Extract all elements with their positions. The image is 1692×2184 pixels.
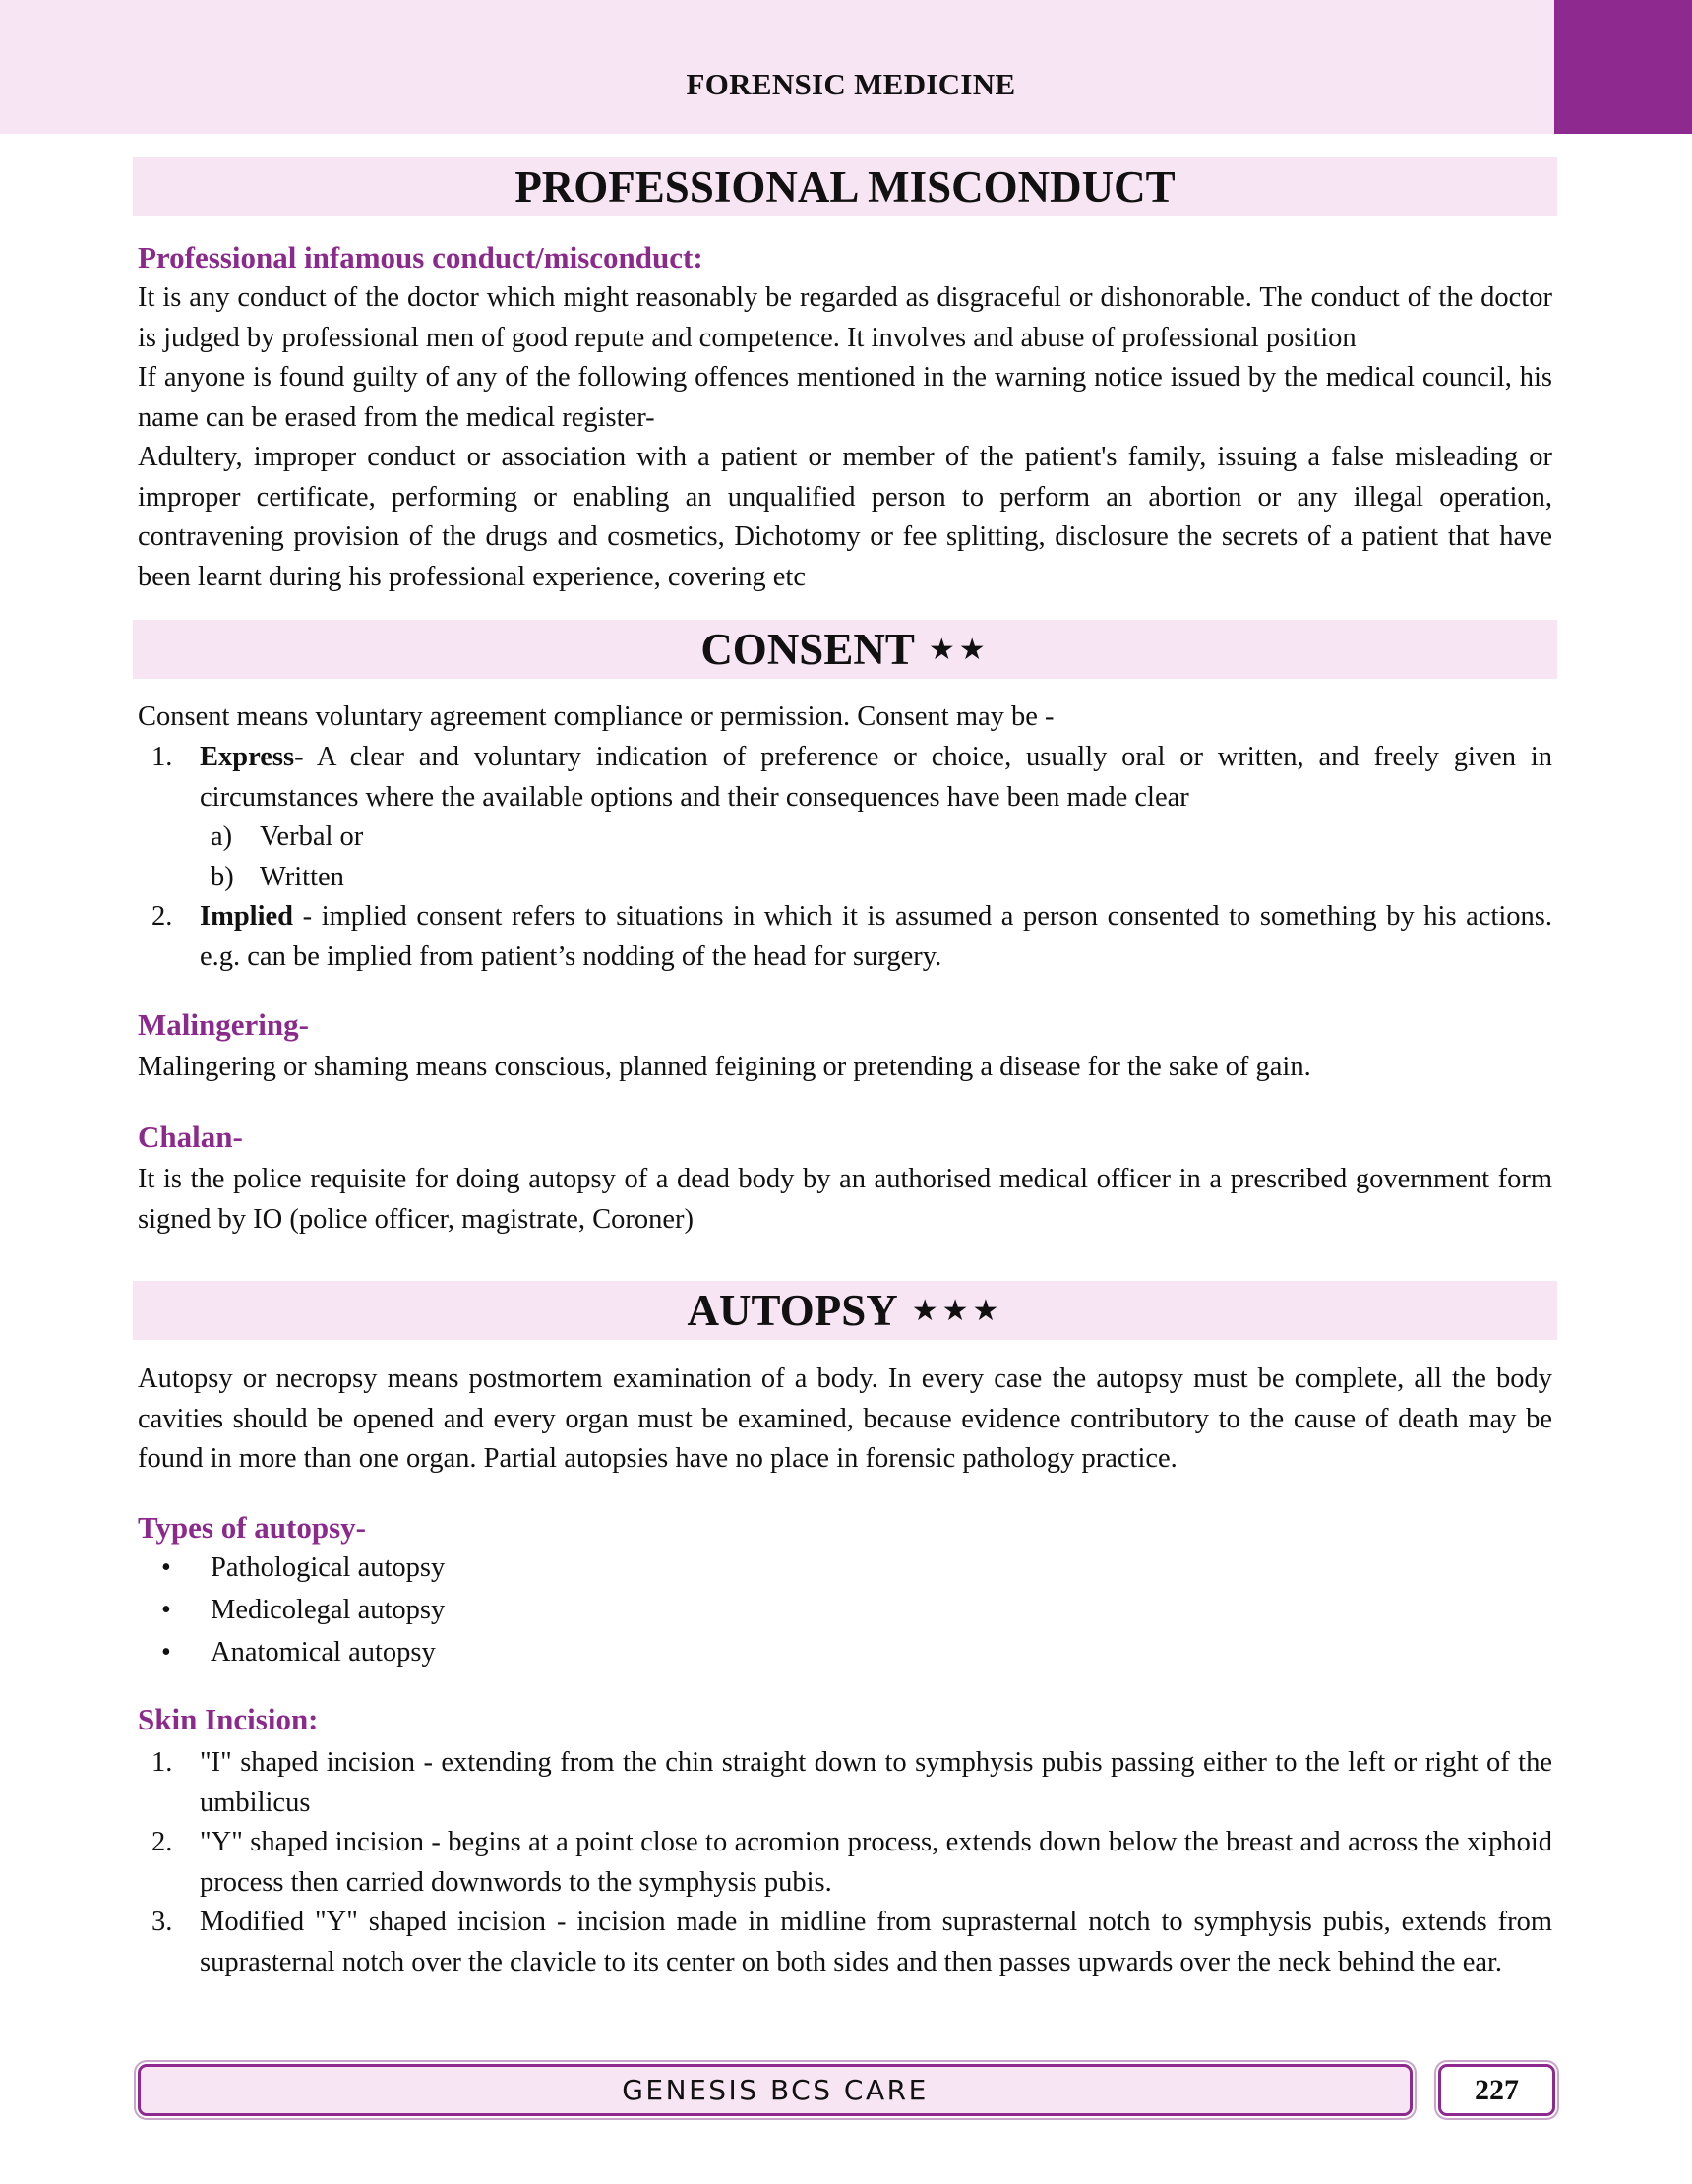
subheading-malingering: Malingering- xyxy=(138,1007,309,1042)
star-rating-icon: ★★★ xyxy=(911,1294,1003,1327)
list-letter: b) xyxy=(211,861,234,892)
list-item-text: Anatomical autopsy xyxy=(211,1637,436,1668)
paragraph: Adultery, improper conduct or association with a patient or member of the patient's family, issuing a false misleading or improper certificate, performing or enabling an unqualified person to perform an abortion or any illegal operation, contravening provision of the drugs and cosmetics, Dichotomy or fee splitting, disclosure the secrets of a patient that have been learnt during his professional experience, covering etc xyxy=(138,442,1552,592)
list-item xyxy=(138,1823,1552,1903)
footer-brand: GENESIS BCS CARE xyxy=(622,2074,929,2106)
bullet-icon: • xyxy=(161,1637,171,1668)
list-letter: a) xyxy=(211,821,233,852)
list-item-text: Medicolegal autopsy xyxy=(211,1595,446,1625)
subheading-skin-incision: Skin Incision: xyxy=(138,1702,319,1736)
list-number: 2. xyxy=(151,1827,173,1857)
section-bar-misconduct xyxy=(133,157,1557,216)
list-number: 1. xyxy=(151,742,173,772)
term: Implied xyxy=(200,901,294,932)
section-title: PROFESSIONAL MISCONDUCT xyxy=(514,162,1176,212)
term: Express- xyxy=(200,742,304,772)
list-item xyxy=(138,897,1552,977)
list-item xyxy=(138,1547,1552,1589)
list-item xyxy=(138,818,1552,858)
page-number-box xyxy=(1438,2064,1555,2116)
list-item xyxy=(138,1903,1552,1982)
star-rating-icon: ★★ xyxy=(928,633,990,666)
list-number: 2. xyxy=(151,901,173,932)
section-bar-autopsy xyxy=(133,1281,1557,1340)
subheading-types-of-autopsy: Types of autopsy- xyxy=(138,1510,366,1545)
page-number: 227 xyxy=(1475,2073,1519,2106)
list-item-text: Pathological autopsy xyxy=(211,1552,446,1583)
list-item-text: Written xyxy=(260,861,344,892)
bullet-icon: • xyxy=(161,1552,171,1583)
list-number: 3. xyxy=(151,1907,173,1937)
running-header: FORENSIC MEDICINE xyxy=(686,67,1016,101)
paragraph: If anyone is found guilty of any of the following offences mentioned in the warning notice issued by the medical council, his name can be erased from the medical register- xyxy=(138,362,1552,433)
list-item-text: "I" shaped incision - extending from the chin straight down to symphysis pubis passing either to the left or right of the umbilicus xyxy=(200,1747,1552,1818)
paragraph: Malingering or shaming means conscious, planned feigining or pretending a disease for the sake of gain. xyxy=(138,1052,1311,1082)
autopsy-types-list xyxy=(138,1547,1552,1673)
list-number: 1. xyxy=(151,1747,173,1778)
list-item xyxy=(138,1589,1552,1631)
list-item xyxy=(138,1743,1552,1823)
definition: A clear and voluntary indication of preference or choice, usually oral or written, and freely given in circumstances where the available options and their consequences have been made clear xyxy=(200,742,1552,813)
definition: - implied consent refers to situations in which it is assumed a person consented to something by his actions. e.g. can be implied from patient’s nodding of the head for surgery. xyxy=(200,901,1552,972)
list-item xyxy=(138,858,1552,898)
section-bar-consent xyxy=(133,620,1557,679)
list-item-text: Modified "Y" shaped incision - incision made in midline from suprasternal notch to symphysis pubis, extends from suprasternal notch over the clavicle to its center on both sides and then passes upwards over the neck behind the ear. xyxy=(200,1907,1552,1977)
bullet-icon: • xyxy=(161,1595,171,1625)
paragraph: Autopsy or necropsy means postmortem examination of a body. In every case the autopsy must be complete, all the body cavities should be opened and every organ must be examined, because evidence contributory to the cause of death may be found in more than one organ. Partial autopsies have no place in forensic pathology practice. xyxy=(138,1364,1552,1474)
section-title: CONSENT xyxy=(700,625,915,674)
paragraph: Consent means voluntary agreement compliance or permission. Consent may be - xyxy=(138,701,1055,732)
footer-brand-box xyxy=(138,2064,1413,2116)
consent-list xyxy=(138,738,1552,977)
paragraph: It is any conduct of the doctor which might reasonably be regarded as disgraceful or dishonorable. The conduct of the doctor is judged by professional men of good repute and competence. It involves and abuse of professional position xyxy=(138,282,1552,353)
incision-list xyxy=(138,1743,1552,1982)
list-item xyxy=(138,738,1552,818)
list-item-text: "Y" shaped incision - begins at a point close to acromion process, extends down below the breast and across the xiphoid process then carried downwords to the symphysis pubis. xyxy=(200,1827,1552,1898)
subheading-chalan: Chalan- xyxy=(138,1120,243,1154)
section-title: AUTOPSY xyxy=(687,1286,898,1335)
list-item xyxy=(138,1631,1552,1673)
subheading-infamous-conduct: Professional infamous conduct/misconduct: xyxy=(138,240,703,274)
paragraph: It is the police requisite for doing autopsy of a dead body by an authorised medical officer in a prescribed government form signed by IO (police officer, magistrate, Coroner) xyxy=(138,1164,1552,1235)
list-item-text: Verbal or xyxy=(260,821,364,852)
